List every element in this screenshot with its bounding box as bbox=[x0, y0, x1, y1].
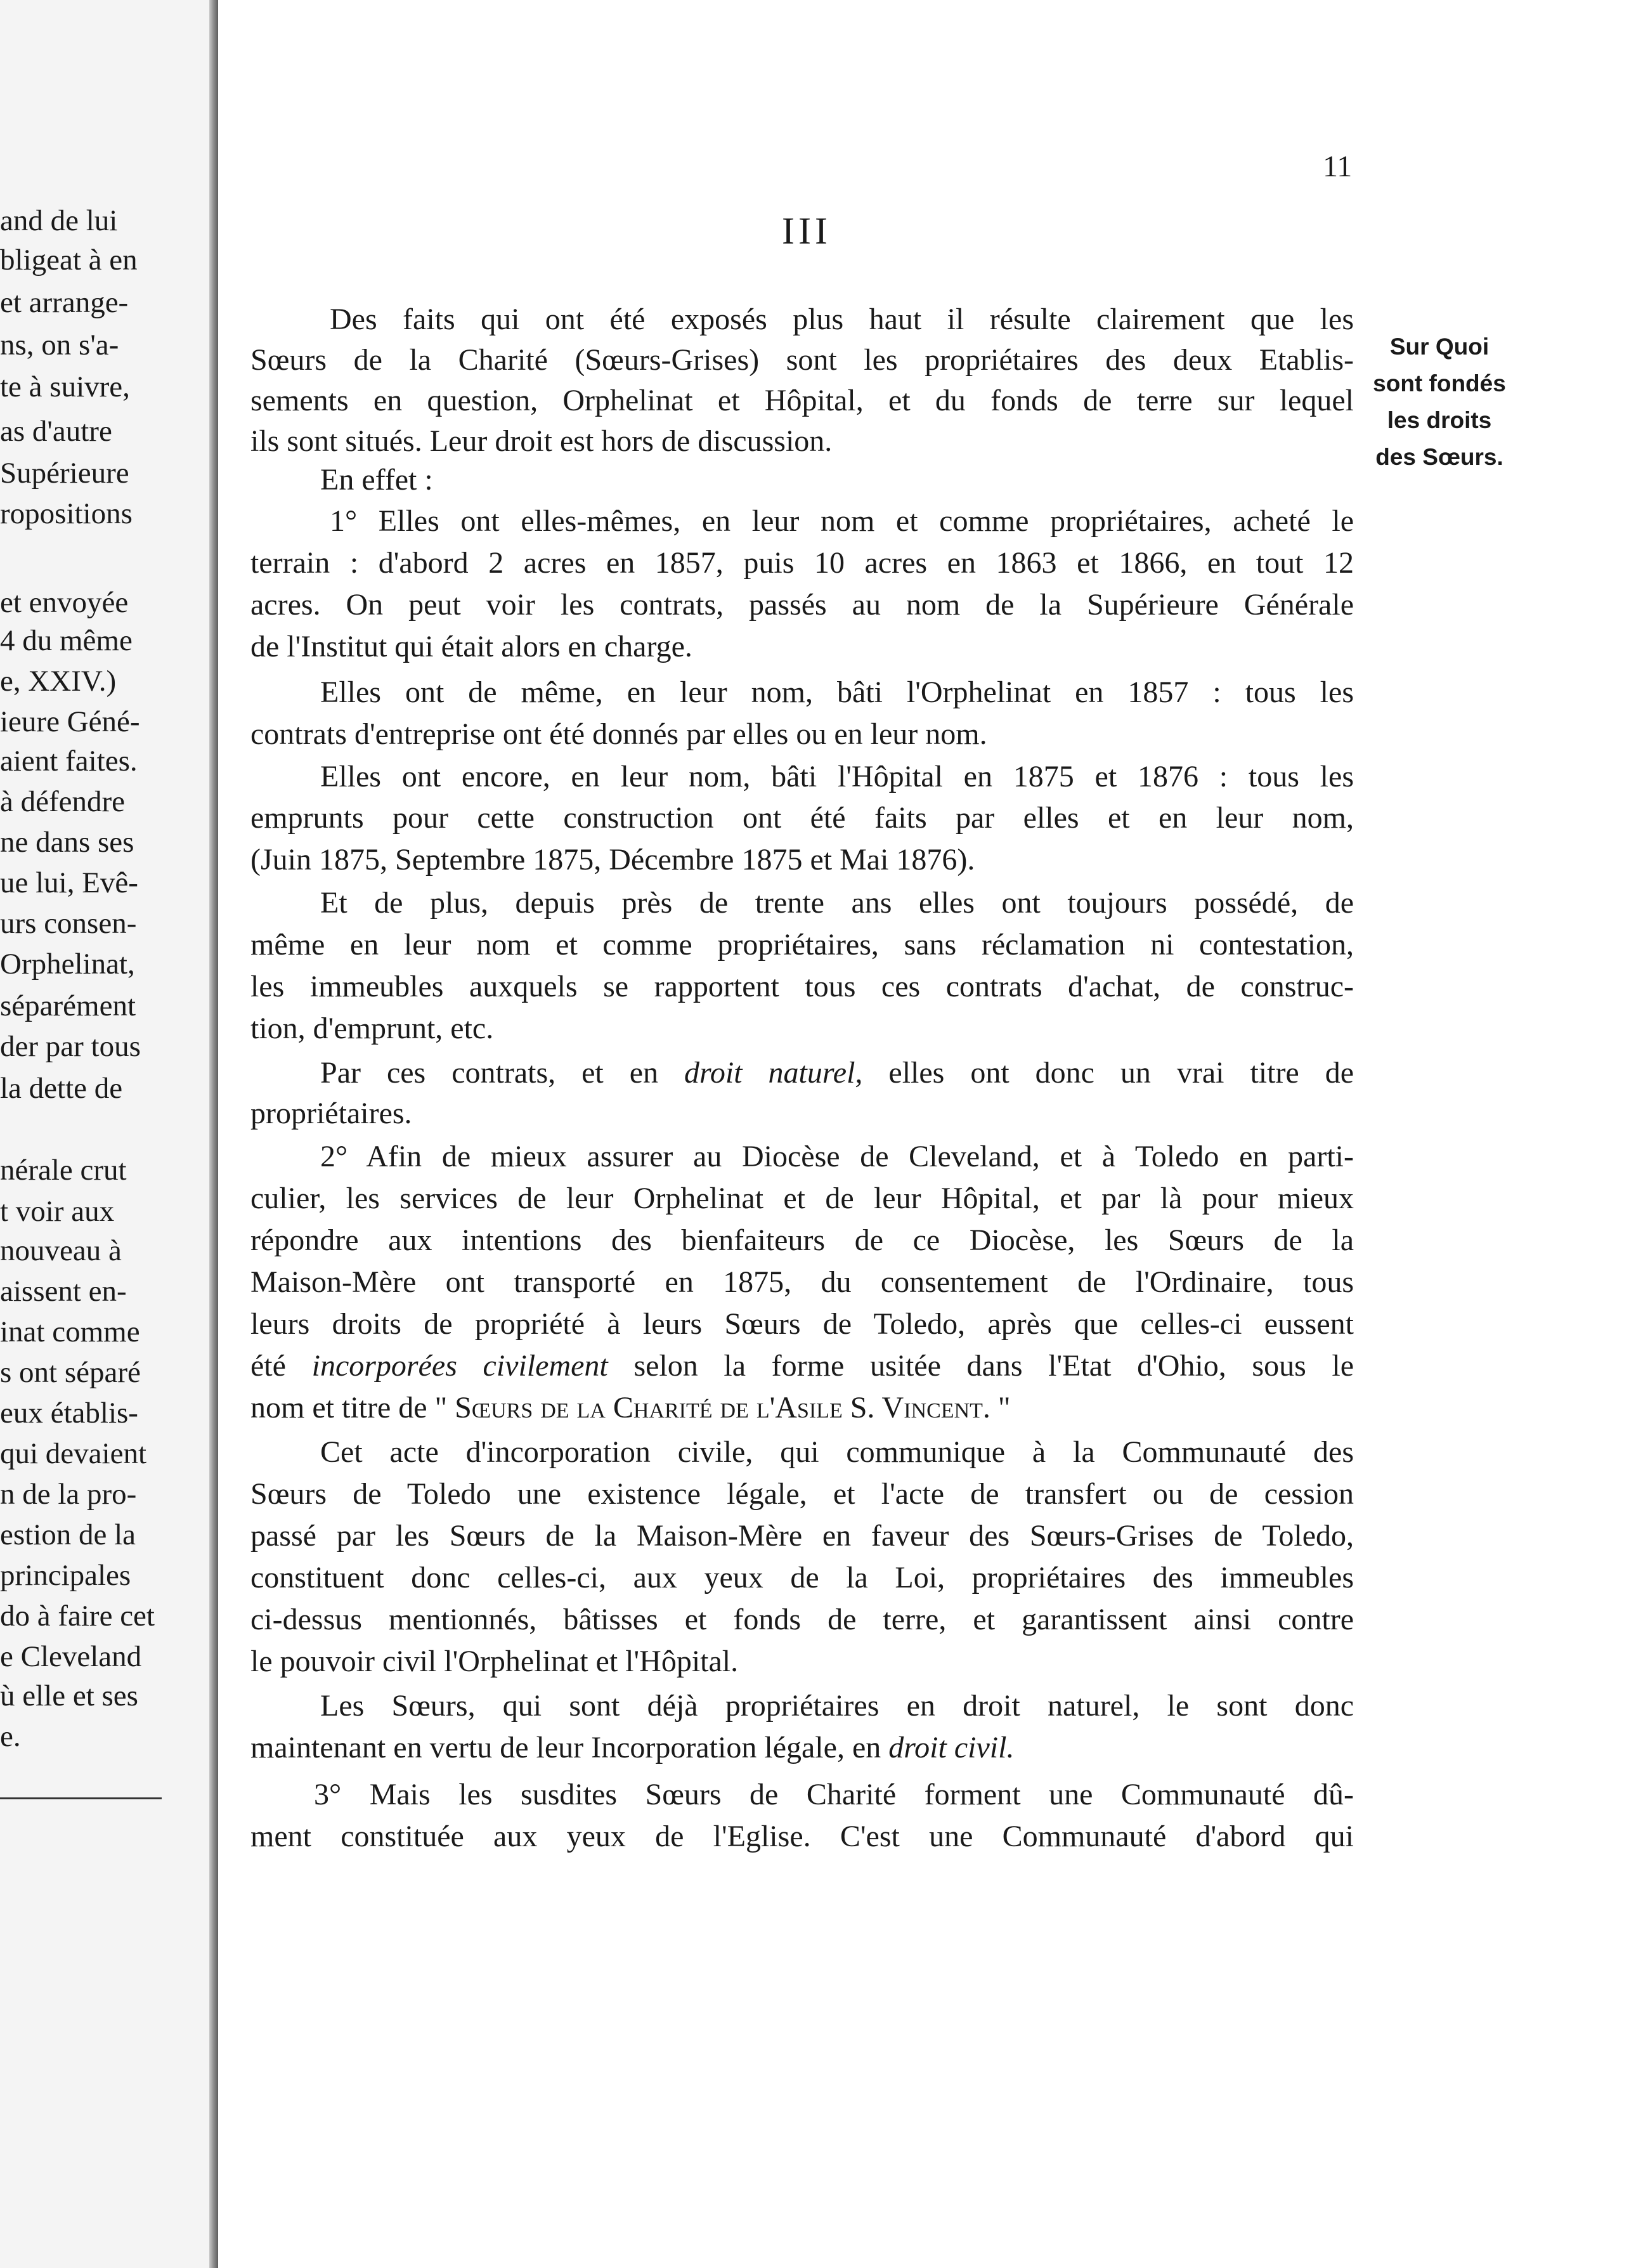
left-page-line: séparément bbox=[0, 989, 136, 1022]
body-line: 1° Elles ont elles-mêmes, en leur nom et comme propriétaires, acheté le bbox=[330, 504, 1354, 538]
left-page-line: ù elle et ses bbox=[0, 1679, 138, 1712]
left-page-line: as d'autre bbox=[0, 415, 112, 448]
left-page-line: estion de la bbox=[0, 1518, 136, 1551]
italic-term: droit naturel, bbox=[684, 1056, 863, 1090]
body-line: de l'Institut qui était alors en charge. bbox=[250, 630, 692, 663]
left-page-line: inat comme bbox=[0, 1315, 140, 1348]
section-heading: III bbox=[782, 210, 831, 252]
body-line: tion, d'emprunt, etc. bbox=[250, 1012, 494, 1045]
body-line: 3° Mais les susdites Sœurs de Charité forment une Communauté dû- bbox=[314, 1778, 1354, 1811]
left-page-line: ne dans ses bbox=[0, 826, 134, 859]
body-line: Sœurs de Toledo une existence légale, et l'acte de transfert ou de cession bbox=[250, 1477, 1354, 1511]
left-page-line: et arrange- bbox=[0, 286, 129, 319]
body-line: Maison-Mère ont transporté en 1875, du consentement de l'Ordinaire, tous bbox=[250, 1265, 1354, 1299]
left-page-line: ropositions bbox=[0, 497, 133, 530]
corporate-name: Sœurs de la Charité de l'Asile S. Vincent. bbox=[455, 1391, 990, 1424]
margin-note-line: sont fondés bbox=[1373, 370, 1506, 396]
page-number: 11 bbox=[1323, 150, 1353, 183]
body-line: Sœurs de la Charité (Sœurs-Grises) sont les propriétaires des deux Etablis- bbox=[250, 343, 1354, 377]
left-page-line: e Cleveland bbox=[0, 1640, 142, 1673]
left-page-line: s ont séparé bbox=[0, 1356, 141, 1389]
body-line: Elles ont encore, en leur nom, bâti l'Hôpital en 1875 et 1876 : tous les bbox=[320, 760, 1354, 793]
left-page-line: n de la pro- bbox=[0, 1478, 137, 1511]
book-gutter bbox=[209, 0, 218, 2268]
body-line: répondre aux intentions des bienfaiteurs de ce Diocèse, les Sœurs de la bbox=[250, 1223, 1354, 1257]
italic-term: incorporées civilement bbox=[311, 1349, 608, 1383]
left-page-line: Orphelinat, bbox=[0, 948, 135, 981]
margin-note-line: des Sœurs. bbox=[1375, 444, 1503, 470]
body-line: Cet acte d'incorporation civile, qui communique à la Communauté des bbox=[320, 1435, 1354, 1469]
left-page-line: te à suivre, bbox=[0, 370, 130, 403]
left-page-line: 4 du même bbox=[0, 624, 133, 657]
body-line: été incorporées civilement selon la forme usitée dans l'Etat d'Ohio, sous le bbox=[250, 1349, 1354, 1383]
left-page-line: bligeat à en bbox=[0, 244, 138, 277]
left-page-line: and de lui bbox=[0, 204, 118, 237]
left-page-line: e, XXIV.) bbox=[0, 665, 117, 698]
left-page-line: et envoyée bbox=[0, 586, 129, 619]
body-line: ci-dessus mentionnés, bâtisses et fonds de terre, et garantissent ainsi contre bbox=[250, 1603, 1354, 1636]
body-line: constituent donc celles-ci, aux yeux de la Loi, propriétaires des immeubles bbox=[250, 1561, 1354, 1594]
left-page-line: do à faire cet bbox=[0, 1600, 155, 1633]
body-line: terrain : d'abord 2 acres en 1857, puis 10 acres en 1863 et 1866, en tout 12 bbox=[250, 546, 1354, 580]
left-page-line: la dette de bbox=[0, 1072, 123, 1105]
left-page-line: ns, on s'a- bbox=[0, 329, 119, 362]
body-line: Et de plus, depuis près de trente ans elles ont toujours possédé, de bbox=[320, 886, 1354, 920]
left-page-line: ieure Géné- bbox=[0, 705, 140, 738]
body-line: Les Sœurs, qui sont déjà propriétaires en droit naturel, le sont donc bbox=[320, 1689, 1354, 1723]
body-line: les immeubles auxquels se rapportent tous ces contrats d'achat, de construc- bbox=[250, 970, 1354, 1003]
left-page-line: der par tous bbox=[0, 1030, 141, 1063]
left-page-line: aient faites. bbox=[0, 745, 138, 778]
body-line: (Juin 1875, Septembre 1875, Décembre 1875 et Mai 1876). bbox=[250, 843, 975, 877]
body-line: leurs droits de propriété à leurs Sœurs de Toledo, après que celles-ci eussent bbox=[250, 1307, 1354, 1341]
margin-note-line: les droits bbox=[1387, 407, 1492, 433]
left-page-line: à défendre bbox=[0, 785, 125, 818]
body-line: 2° Afin de mieux assurer au Diocèse de Cleveland, et à Toledo en parti- bbox=[320, 1140, 1354, 1173]
body-line: maintenant en vertu de leur Incorporation légale, en droit civil. bbox=[250, 1731, 1015, 1764]
left-page-line: ue lui, Evê- bbox=[0, 866, 138, 899]
body-line: culier, les services de leur Orphelinat et de leur Hôpital, et par là pour mieux bbox=[250, 1182, 1354, 1215]
margin-note-line: Sur Quoi bbox=[1389, 334, 1490, 360]
left-page-line: aissent en- bbox=[0, 1275, 127, 1308]
body-line: Elles ont de même, en leur nom, bâti l'Orphelinat en 1857 : tous les bbox=[320, 675, 1354, 709]
body-line: même en leur nom et comme propriétaires, sans réclamation ni contestation, bbox=[250, 928, 1354, 961]
left-page-line: e. bbox=[0, 1720, 21, 1753]
body-line: contrats d'entreprise ont été donnés par elles ou en leur nom. bbox=[250, 717, 987, 751]
body-line: ils sont situés. Leur droit est hors de discussion. bbox=[250, 424, 833, 458]
body-line: le pouvoir civil l'Orphelinat et l'Hôpital. bbox=[250, 1645, 739, 1678]
body-line: sements en question, Orphelinat et Hôpital, et du fonds de terre sur lequel bbox=[250, 384, 1354, 417]
left-page-line: Supérieure bbox=[0, 457, 129, 490]
body-line: ment constituée aux yeux de l'Eglise. C'est une Communauté d'abord qui bbox=[250, 1820, 1354, 1853]
body-line: En effet : bbox=[320, 463, 433, 497]
left-page-line: nouveau à bbox=[0, 1234, 122, 1267]
left-page-line: principales bbox=[0, 1559, 131, 1592]
body-line: emprunts pour cette construction ont été faits par elles et en leur nom, bbox=[250, 801, 1354, 835]
left-page-line: eux établis- bbox=[0, 1397, 138, 1430]
body-line: propriétaires. bbox=[250, 1097, 412, 1130]
left-page-line: nérale crut bbox=[0, 1154, 127, 1187]
italic-term: droit civil. bbox=[888, 1731, 1015, 1764]
left-page-line: urs consen- bbox=[0, 907, 137, 940]
body-line: passé par les Sœurs de la Maison-Mère en faveur des Sœurs-Grises de Toledo, bbox=[250, 1519, 1354, 1553]
left-page-rule bbox=[0, 1797, 162, 1799]
left-page-line: t voir aux bbox=[0, 1195, 115, 1228]
left-page-line: qui devaient bbox=[0, 1437, 147, 1470]
left-page-fragment bbox=[0, 0, 212, 2268]
body-line: Par ces contrats, et en droit naturel, elles ont donc un vrai titre de bbox=[320, 1056, 1354, 1090]
body-line: Des faits qui ont été exposés plus haut il résulte clairement que les bbox=[330, 303, 1354, 336]
body-line: nom et titre de " Sœurs de la Charité de l'Asile S. Vincent. " bbox=[250, 1391, 1011, 1424]
body-line: acres. On peut voir les contrats, passés au nom de la Supérieure Générale bbox=[250, 588, 1354, 622]
